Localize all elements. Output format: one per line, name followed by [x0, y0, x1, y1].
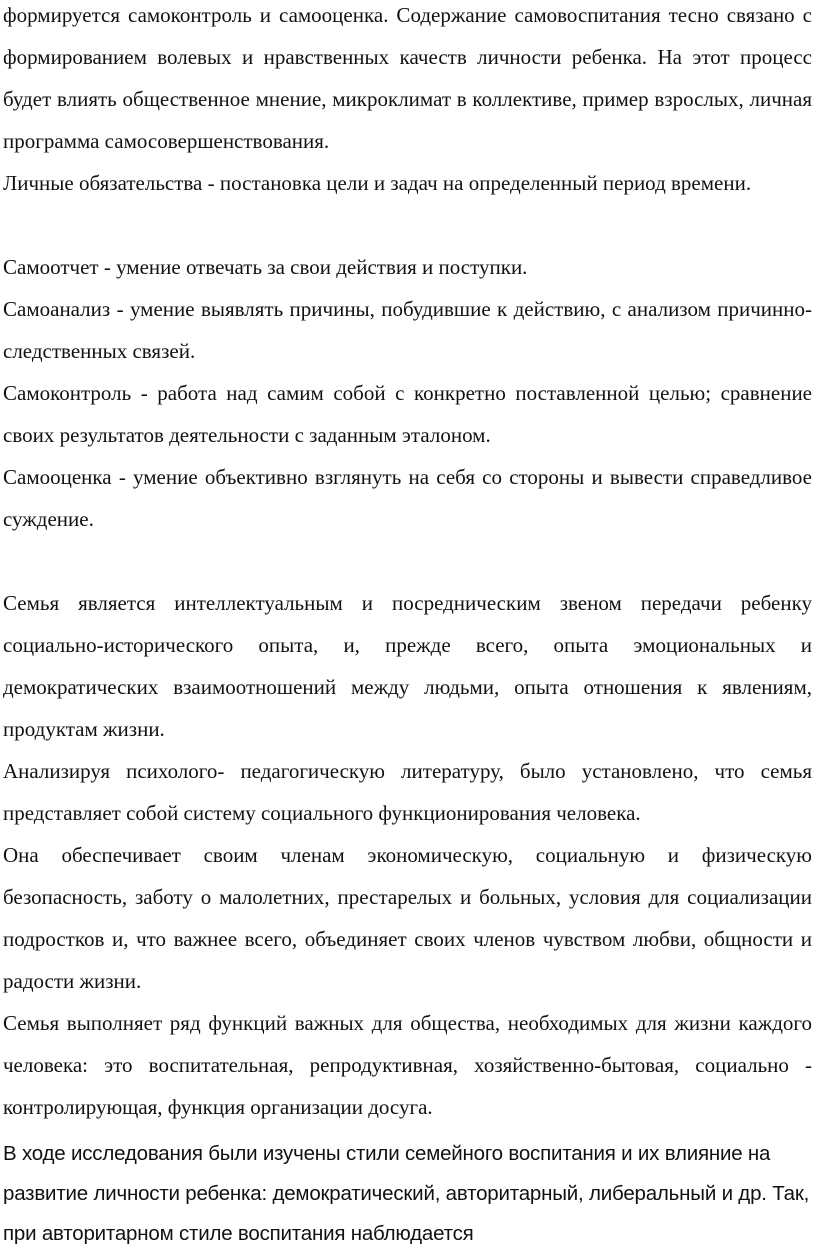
paragraph-self-assessment: Самооценка - умение объективно взглянуть на себя со стороны и вывести справедливое суждение.: [3, 465, 812, 531]
paragraph-self-control: Самоконтроль - работа над самим собой с конкретно поставленной целью; сравнение своих результатов деятельности с заданным эталоном.: [3, 381, 812, 447]
paragraph-family-security: Она обеспечивает своим членам экономическую, социальную и физическую безопасность, заботу о малолетних, престарелых и больных, условия для социализации подростков и, что важнее всего, объединяет своих членов чувством любви, общности и радости жизни.: [3, 843, 812, 993]
paragraph-literature-analysis: Анализируя психолого- педагогическую литературу, было установлено, что семья представляет собой систему социального функционирования человека.: [3, 759, 812, 825]
paragraph-self-education: формируется самоконтроль и самооценка. Содержание самовоспитания тесно связано с формированием волевых и нравственных качеств личности ребенка. На этот процесс будет влиять общественное мнение, микроклимат в коллективе, пример взрослых, личная программа самосовершенствования.: [3, 3, 812, 153]
paragraph-family-link: Семья является интеллектуальным и посредническим звеном передачи ребенку социально-исторического опыта, и, прежде всего, опыта эмоциональных и демократических взаимоотношений между людьми, опыта отношения к явлениям, продуктам жизни.: [3, 591, 812, 741]
paragraph-personal-commitments: Личные обязательства - постановка цели и задач на определенный период времени.: [3, 171, 752, 195]
paragraph-family-functions: Семья выполняет ряд функций важных для общества, необходимых для жизни каждого человека: это воспитательная, репродуктивная, хозяйственно-бытовая, социально - контролирующая, функция организации досуга.: [3, 1011, 812, 1119]
paragraph-parenting-styles: В ходе исследования были изучены стили семейного воспитания и их влияние на развитие личности ребенка: демократический, авторитарный, либеральный и др. Так, при авторитарном стиле воспитания наблюдается: [3, 1142, 810, 1245]
paragraph-self-analysis: Самоанализ - умение выявлять причины, побудившие к действию, с анализом причинно-следственных связей.: [3, 297, 812, 363]
paragraph-self-report: Самоотчет - умение отвечать за свои действия и поступки.: [3, 255, 528, 279]
